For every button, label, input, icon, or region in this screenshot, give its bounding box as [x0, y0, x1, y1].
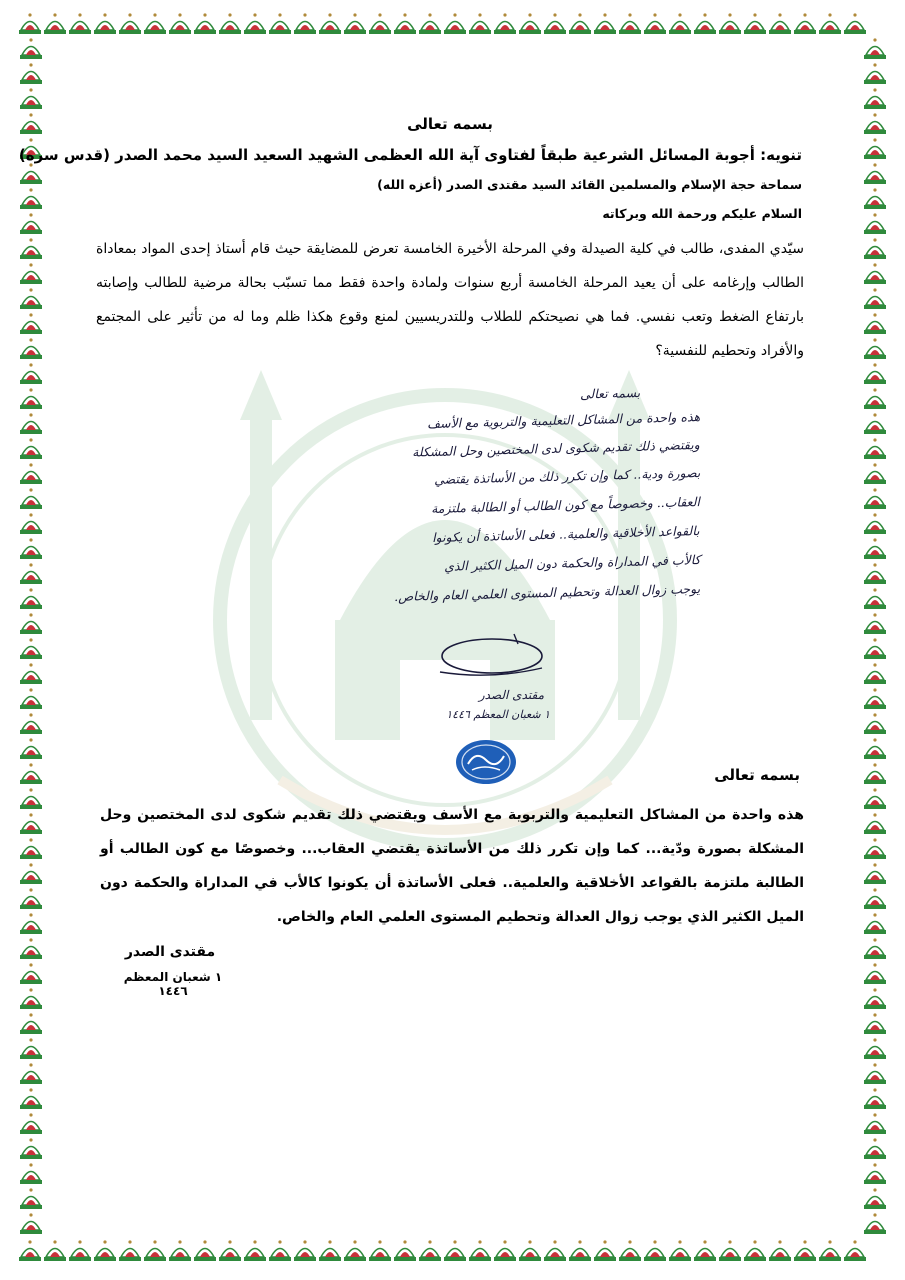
mosque-dome-ornament-icon: [719, 13, 741, 34]
mosque-dome-ornament-icon: [864, 688, 886, 709]
mosque-dome-ornament-icon: [20, 488, 42, 509]
mosque-dome-ornament-icon: [294, 1240, 316, 1261]
mosque-dome-ornament-icon: [20, 1088, 42, 1109]
mosque-dome-ornament-icon: [20, 63, 42, 84]
mosque-dome-ornament-icon: [864, 1063, 886, 1084]
handwritten-line: بالقواعد الأخلاقية والعلمية.. فعلى الأساتذة أن يكونوا: [432, 523, 701, 546]
mosque-dome-ornament-icon: [544, 13, 566, 34]
mosque-dome-ornament-icon: [469, 13, 491, 34]
mosque-dome-ornament-icon: [719, 1240, 741, 1261]
mosque-dome-ornament-icon: [20, 738, 42, 759]
mosque-dome-ornament-icon: [20, 763, 42, 784]
mosque-dome-ornament-icon: [20, 1013, 42, 1034]
mosque-dome-ornament-icon: [194, 1240, 216, 1261]
mosque-dome-ornament-icon: [864, 988, 886, 1009]
mosque-dome-ornament-icon: [769, 13, 791, 34]
mosque-dome-ornament-icon: [644, 1240, 666, 1261]
mosque-dome-ornament-icon: [864, 1188, 886, 1209]
mosque-dome-ornament-icon: [619, 1240, 641, 1261]
mosque-dome-ornament-icon: [219, 1240, 241, 1261]
mosque-dome-ornament-icon: [20, 1038, 42, 1059]
mosque-dome-ornament-icon: [20, 938, 42, 959]
mosque-dome-ornament-icon: [864, 313, 886, 334]
mosque-dome-ornament-icon: [864, 363, 886, 384]
mosque-dome-ornament-icon: [594, 1240, 616, 1261]
mosque-dome-ornament-icon: [864, 438, 886, 459]
mosque-dome-ornament-icon: [20, 1213, 42, 1234]
mosque-dome-ornament-icon: [219, 13, 241, 34]
mosque-dome-ornament-icon: [20, 613, 42, 634]
mosque-dome-ornament-icon: [864, 263, 886, 284]
mosque-dome-ornament-icon: [20, 638, 42, 659]
mosque-dome-ornament-icon: [20, 1163, 42, 1184]
mosque-dome-ornament-icon: [519, 13, 541, 34]
mosque-dome-ornament-icon: [864, 663, 886, 684]
mosque-dome-ornament-icon: [794, 1240, 816, 1261]
mosque-dome-ornament-icon: [20, 713, 42, 734]
mosque-dome-ornament-icon: [864, 413, 886, 434]
handwritten-line: ويقتضي ذلك تقديم شكوى لدى المختصين وحل المشكلة: [412, 437, 701, 460]
answer-body: هذه واحدة من المشاكل التعليمية والتربوية مع الأسف ويقتضي ذلك تقديم شكوى لدى المختصين وحل المشكلة بصورة ودّية... كما وإن تكرر ذلك من الأساتذة يقتضي العقاب... وخصوصًا مع كون الطالب أو الطالبة ملتزمة بالقواعد الأخلاقية والعلمية.. فعلى الأساتذة أن يكونوا كالأب في المداراة والحكمة دون الميل الكثير الذي يوجب زوال العدالة وتحطيم المستوى العلمي العام والخاص.: [100, 807, 804, 925]
handwritten-answer: [370, 385, 700, 615]
mosque-dome-ornament-icon: [94, 13, 116, 34]
mosque-dome-ornament-icon: [864, 813, 886, 834]
mosque-dome-ornament-icon: [864, 463, 886, 484]
mosque-dome-ornament-icon: [144, 13, 166, 34]
mosque-dome-ornament-icon: [20, 363, 42, 384]
mosque-dome-ornament-icon: [20, 963, 42, 984]
mosque-dome-ornament-icon: [569, 13, 591, 34]
mosque-dome-ornament-icon: [20, 188, 42, 209]
handwritten-line: يوجب زوال العدالة وتحطيم المستوى العلمي العام والخاص.: [393, 581, 701, 605]
mosque-dome-ornament-icon: [20, 1138, 42, 1159]
mosque-dome-ornament-icon: [494, 1240, 516, 1261]
mosque-dome-ornament-icon: [20, 663, 42, 684]
mosque-dome-ornament-icon: [44, 13, 66, 34]
handwritten-signature-date: ١ شعبان المعظم ١٤٤٦: [446, 708, 550, 721]
blue-seal-icon: [454, 738, 518, 786]
handwritten-line: بسمه تعالى: [579, 385, 641, 402]
mosque-dome-ornament-icon: [20, 238, 42, 259]
mosque-dome-ornament-icon: [864, 38, 886, 59]
mosque-dome-ornament-icon: [369, 1240, 391, 1261]
ornament-strip: [18, 36, 44, 1237]
mosque-dome-ornament-icon: [419, 1240, 441, 1261]
mosque-dome-ornament-icon: [819, 13, 841, 34]
mosque-dome-ornament-icon: [864, 638, 886, 659]
mosque-dome-ornament-icon: [694, 1240, 716, 1261]
mosque-dome-ornament-icon: [20, 913, 42, 934]
mosque-dome-ornament-icon: [864, 63, 886, 84]
mosque-dome-ornament-icon: [469, 1240, 491, 1261]
mosque-dome-ornament-icon: [864, 613, 886, 634]
mosque-dome-ornament-icon: [20, 688, 42, 709]
mosque-dome-ornament-icon: [864, 1163, 886, 1184]
mosque-dome-ornament-icon: [20, 1188, 42, 1209]
mosque-dome-ornament-icon: [20, 288, 42, 309]
mosque-dome-ornament-icon: [20, 563, 42, 584]
mosque-dome-ornament-icon: [20, 788, 42, 809]
mosque-dome-ornament-icon: [20, 313, 42, 334]
mosque-dome-ornament-icon: [69, 1240, 91, 1261]
mosque-dome-ornament-icon: [744, 13, 766, 34]
mosque-dome-ornament-icon: [344, 13, 366, 34]
mosque-dome-ornament-icon: [319, 1240, 341, 1261]
mosque-dome-ornament-icon: [864, 963, 886, 984]
answer-title: بسمه تعالى: [714, 766, 800, 784]
typed-question: سيّدي المفدى، طالب في كلية الصيدلة وفي المرحلة الأخيرة الخامسة تعرض للمضايقة حيث قام أستاذ إحدى المواد بمعاداة الطالب وإرغامه على أن يعيد المرحلة الخامسة أربع سنوات ولمادة واحدة فقط مما تسبّب بحالة مرضية للطالب وإصابته بارتفاع الضغط وتعب نفسي. فما هي نصيحتكم للطلاب وللتدريسيين لمنع وقوع هكذا ظلم وما له من تأثير على المجتمع والأفراد وتحطيم للنفسية؟: [96, 241, 804, 359]
mosque-dome-ornament-icon: [864, 713, 886, 734]
mosque-dome-ornament-icon: [20, 863, 42, 884]
mosque-dome-ornament-icon: [144, 1240, 166, 1261]
mosque-dome-ornament-icon: [20, 388, 42, 409]
typed-notice: تنويه: أجوبة المسائل الشرعية طبقاً لفتاوى آية الله العظمى الشهيد السعيد السيد محمد الصدر (قدس سره): [18, 146, 802, 164]
mosque-dome-ornament-icon: [20, 988, 42, 1009]
ornament-strip: [18, 1237, 888, 1263]
handwritten-line: العقاب.. وخصوصاً مع كون الطالب أو الطالبة ملتزمة: [431, 494, 701, 517]
mosque-dome-ornament-icon: [864, 763, 886, 784]
mosque-dome-ornament-icon: [794, 13, 816, 34]
mosque-dome-ornament-icon: [20, 1063, 42, 1084]
ornamental-border-right: [862, 36, 888, 1237]
mosque-dome-ornament-icon: [864, 1013, 886, 1034]
mosque-dome-ornament-icon: [864, 938, 886, 959]
mosque-dome-ornament-icon: [864, 588, 886, 609]
handwritten-signature-name: مقتدى الصدر: [478, 688, 544, 702]
mosque-dome-ornament-icon: [864, 1213, 886, 1234]
mosque-dome-ornament-icon: [864, 188, 886, 209]
signature-scribble-icon: [430, 628, 550, 688]
mosque-dome-ornament-icon: [319, 13, 341, 34]
handwritten-signature: [430, 628, 550, 738]
mosque-dome-ornament-icon: [20, 463, 42, 484]
mosque-dome-ornament-icon: [819, 1240, 841, 1261]
mosque-dome-ornament-icon: [20, 838, 42, 859]
mosque-dome-ornament-icon: [594, 13, 616, 34]
mosque-dome-ornament-icon: [20, 263, 42, 284]
mosque-dome-ornament-icon: [20, 213, 42, 234]
typed-greeting: السلام عليكم ورحمة الله وبركاته: [602, 206, 802, 221]
signer-name: مقتدى الصدر: [124, 944, 216, 960]
mosque-dome-ornament-icon: [864, 88, 886, 109]
handwritten-line: كالأب في المداراة والحكمة دون الميل الكثير الذي: [443, 552, 701, 574]
mosque-dome-ornament-icon: [519, 1240, 541, 1261]
mosque-dome-ornament-icon: [864, 213, 886, 234]
mosque-dome-ornament-icon: [864, 338, 886, 359]
mosque-dome-ornament-icon: [20, 163, 42, 184]
mosque-dome-ornament-icon: [844, 1240, 866, 1261]
mosque-dome-ornament-icon: [44, 1240, 66, 1261]
handwritten-line: بصورة ودية.. كما وإن تكرر ذلك من الأساتذة يقتضي: [433, 465, 701, 487]
typed-addressee: سماحة حجة الإسلام والمسلمين القائد السيد مقتدى الصدر (أعزه الله): [377, 177, 802, 192]
mosque-dome-ornament-icon: [644, 13, 666, 34]
ornamental-border-left: [18, 36, 44, 1237]
mosque-dome-ornament-icon: [864, 563, 886, 584]
typed-title: بسمه تعالى: [407, 115, 493, 133]
mosque-dome-ornament-icon: [864, 163, 886, 184]
mosque-dome-ornament-icon: [864, 913, 886, 934]
mosque-dome-ornament-icon: [169, 13, 191, 34]
mosque-dome-ornament-icon: [864, 388, 886, 409]
mosque-dome-ornament-icon: [864, 888, 886, 909]
mosque-dome-ornament-icon: [864, 838, 886, 859]
mosque-dome-ornament-icon: [494, 13, 516, 34]
mosque-dome-ornament-icon: [864, 1138, 886, 1159]
mosque-dome-ornament-icon: [864, 288, 886, 309]
mosque-dome-ornament-icon: [294, 13, 316, 34]
mosque-dome-ornament-icon: [119, 13, 141, 34]
mosque-dome-ornament-icon: [864, 788, 886, 809]
ornament-strip: [18, 10, 888, 36]
mosque-dome-ornament-icon: [20, 88, 42, 109]
mosque-dome-ornament-icon: [669, 13, 691, 34]
mosque-dome-ornament-icon: [444, 1240, 466, 1261]
mosque-dome-ornament-icon: [169, 1240, 191, 1261]
mosque-dome-ornament-icon: [864, 738, 886, 759]
mosque-dome-ornament-icon: [19, 1240, 41, 1261]
mosque-dome-ornament-icon: [864, 513, 886, 534]
mosque-dome-ornament-icon: [244, 1240, 266, 1261]
mosque-dome-ornament-icon: [444, 13, 466, 34]
mosque-dome-ornament-icon: [744, 1240, 766, 1261]
mosque-dome-ornament-icon: [769, 1240, 791, 1261]
mosque-dome-ornament-icon: [864, 1038, 886, 1059]
mosque-dome-ornament-icon: [194, 13, 216, 34]
mosque-dome-ornament-icon: [19, 13, 41, 34]
mosque-dome-ornament-icon: [94, 1240, 116, 1261]
mosque-dome-ornament-icon: [864, 863, 886, 884]
mosque-dome-ornament-icon: [864, 238, 886, 259]
mosque-dome-ornament-icon: [20, 338, 42, 359]
mosque-dome-ornament-icon: [20, 888, 42, 909]
mosque-dome-ornament-icon: [619, 13, 641, 34]
handwritten-line: هذه واحدة من المشاكل التعليمية والتربوية مع الأسف: [426, 409, 701, 432]
mosque-dome-ornament-icon: [20, 538, 42, 559]
mosque-dome-ornament-icon: [20, 588, 42, 609]
mosque-dome-ornament-icon: [69, 13, 91, 34]
ornamental-border-top: [18, 10, 888, 36]
mosque-dome-ornament-icon: [20, 513, 42, 534]
mosque-dome-ornament-icon: [844, 13, 866, 34]
mosque-dome-ornament-icon: [20, 813, 42, 834]
mosque-dome-ornament-icon: [394, 1240, 416, 1261]
mosque-dome-ornament-icon: [269, 13, 291, 34]
signer-date: ١ شعبان المعظم ١٤٤٦: [123, 970, 223, 998]
mosque-dome-ornament-icon: [569, 1240, 591, 1261]
mosque-dome-ornament-icon: [419, 13, 441, 34]
mosque-dome-ornament-icon: [20, 438, 42, 459]
ornament-strip: [862, 36, 888, 1237]
mosque-dome-ornament-icon: [20, 1113, 42, 1134]
mosque-dome-ornament-icon: [864, 1088, 886, 1109]
mosque-dome-ornament-icon: [20, 413, 42, 434]
mosque-dome-ornament-icon: [344, 1240, 366, 1261]
mosque-dome-ornament-icon: [694, 13, 716, 34]
mosque-dome-ornament-icon: [394, 13, 416, 34]
mosque-dome-ornament-icon: [20, 113, 42, 134]
ornamental-border-bottom: [18, 1237, 888, 1263]
mosque-dome-ornament-icon: [864, 488, 886, 509]
mosque-dome-ornament-icon: [864, 138, 886, 159]
mosque-dome-ornament-icon: [369, 13, 391, 34]
mosque-dome-ornament-icon: [244, 13, 266, 34]
mosque-dome-ornament-icon: [864, 1113, 886, 1134]
mosque-dome-ornament-icon: [864, 538, 886, 559]
mosque-dome-ornament-icon: [20, 38, 42, 59]
mosque-dome-ornament-icon: [269, 1240, 291, 1261]
mosque-dome-ornament-icon: [119, 1240, 141, 1261]
mosque-dome-ornament-icon: [669, 1240, 691, 1261]
mosque-dome-ornament-icon: [864, 113, 886, 134]
mosque-dome-ornament-icon: [544, 1240, 566, 1261]
